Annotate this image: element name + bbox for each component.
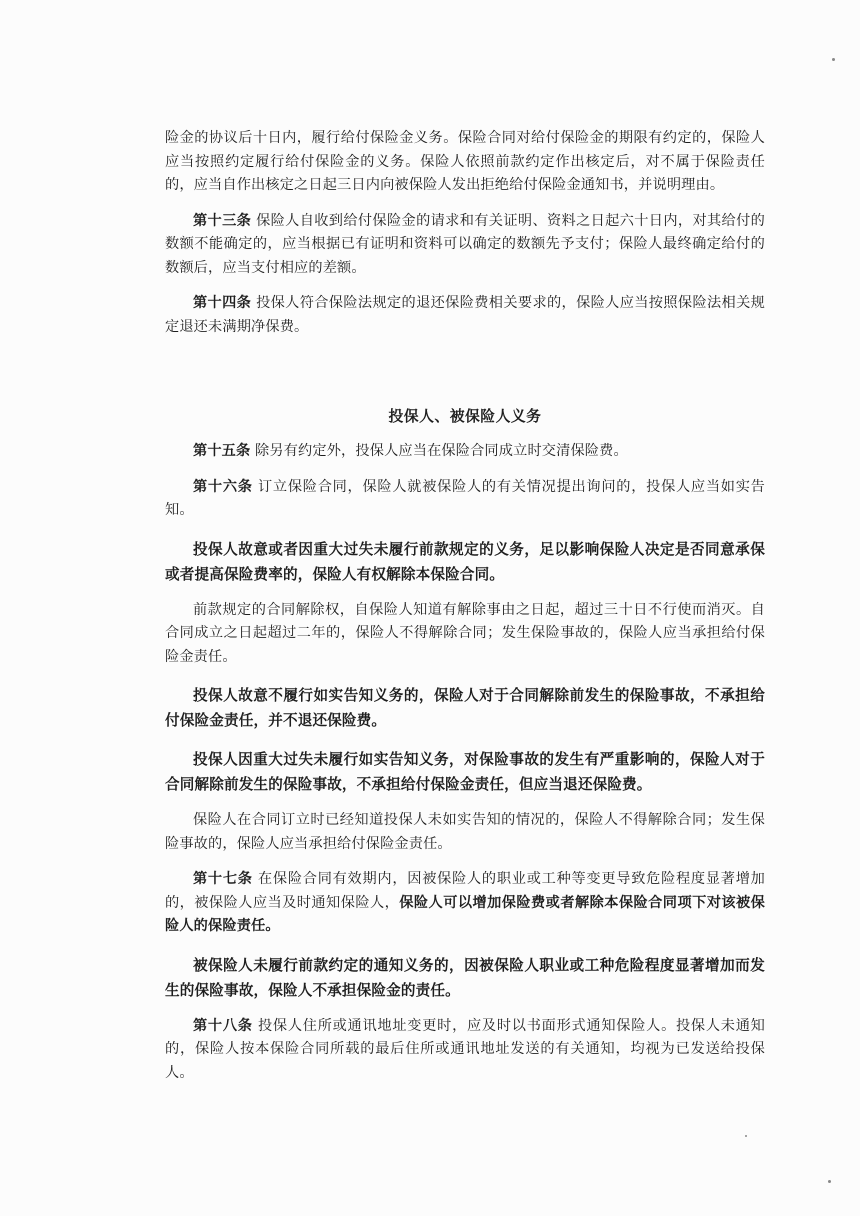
article-17-label: 第十七条 [193, 871, 253, 887]
scan-speck [828, 1180, 831, 1183]
article-14-label: 第十四条 [193, 295, 252, 311]
article-13 [165, 210, 765, 281]
article-18-label: 第十八条 [193, 1017, 253, 1034]
article-16-text: 订立保险合同，保险人就被保险人的有关情况提出询问的，投保人应当如实告知。 [165, 478, 765, 518]
article-17-bold-text: 保险人可以增加保险费或者解除本保险合同项下对该被保险人的保险责任。 [165, 894, 765, 934]
section-heading: 投保人、被保险人义务 [388, 408, 542, 425]
scan-speck [832, 58, 835, 61]
article-13-label: 第十三条 [193, 212, 252, 229]
article-18-text: 投保人住所或通讯地址变更时，应及时以书面形式通知保险人。投保人未通知的，保险人按本保险合同所载的最后住所或通讯地址发送的有关通知，均视为已发送给投保人。 [165, 1017, 765, 1081]
document-body [165, 127, 765, 1085]
article-13-text: 保险人自收到给付保险金的请求和有关证明、资料之日起六十日内，对其给付的数额不能确定的，应当根据已有证明和资料可以确定的数额先予支付；保险人最终确定给付的数额后，应当支付相应的差额。 [165, 212, 765, 276]
article-17 [165, 868, 765, 939]
article-16-bold-clause-3: 投保人因重大过失未履行如实告知义务，对保险事故的发生有严重影响的，保险人对于合同解除前发生的保险事故，不承担给付保险金责任，但应当退还保险费。 [165, 751, 765, 793]
article-14 [165, 292, 765, 339]
article-15-label: 第十五条 [193, 443, 251, 459]
paragraph-continuation: 险金的协议后十日内，履行给付保险金义务。保险合同对给付保险金的期限有约定的，保险人应当按照约定履行给付保险金的义务。保险人依照前款约定作出核定后，对不属于保险责任的，应当自作出核定之日起三日内向被保险人发出拒绝给付保险金通知书，并说明理由。 [165, 130, 765, 193]
article-17-bold-clause: 被保险人未履行前款约定的通知义务的，因被保险人职业或工种危险程度显著增加而发生的保险事故，保险人不承担保险金的责任。 [165, 956, 765, 999]
article-15 [165, 440, 765, 464]
article-16-bold-clause-2: 投保人故意不履行如实告知义务的，保险人对于合同解除前发生的保险事故，不承担给付保险金责任，并不退还保险费。 [165, 687, 765, 729]
article-16-bold-clause-1: 投保人故意或者因重大过失未履行前款规定的义务，足以影响保险人决定是否同意承保或者提高保险费率的，保险人有权解除本保险合同。 [165, 540, 765, 583]
article-16 [165, 476, 765, 523]
article-17-text: 在保险合同有效期内，因被保险人的职业或工种等变更导致危险程度显著增加的，被保险人应当及时通知保险人， [165, 871, 765, 911]
article-16-termination-right: 前款规定的合同解除权，自保险人知道有解除事由之日起，超过三十日不行使而消灭。自合同成立之日起超过二年的，保险人不得解除合同；发生保险事故的，保险人应当承担给付保险金责任。 [165, 601, 765, 665]
article-16-label: 第十六条 [193, 478, 253, 495]
article-15-text: 除另有约定外，投保人应当在保险合同成立时交清保险费。 [255, 443, 628, 459]
article-18 [165, 1015, 765, 1086]
article-16-known-nondisclosure: 保险人在合同订立时已经知道投保人未如实告知的情况的，保险人不得解除合同；发生保险事故的，保险人应当承担给付保险金责任。 [165, 812, 765, 852]
scan-speck [745, 1135, 747, 1137]
article-14-text: 投保人符合保险法规定的退还保险费相关要求的，保险人应当按照保险法相关规定退还未满期净保费。 [165, 295, 765, 335]
